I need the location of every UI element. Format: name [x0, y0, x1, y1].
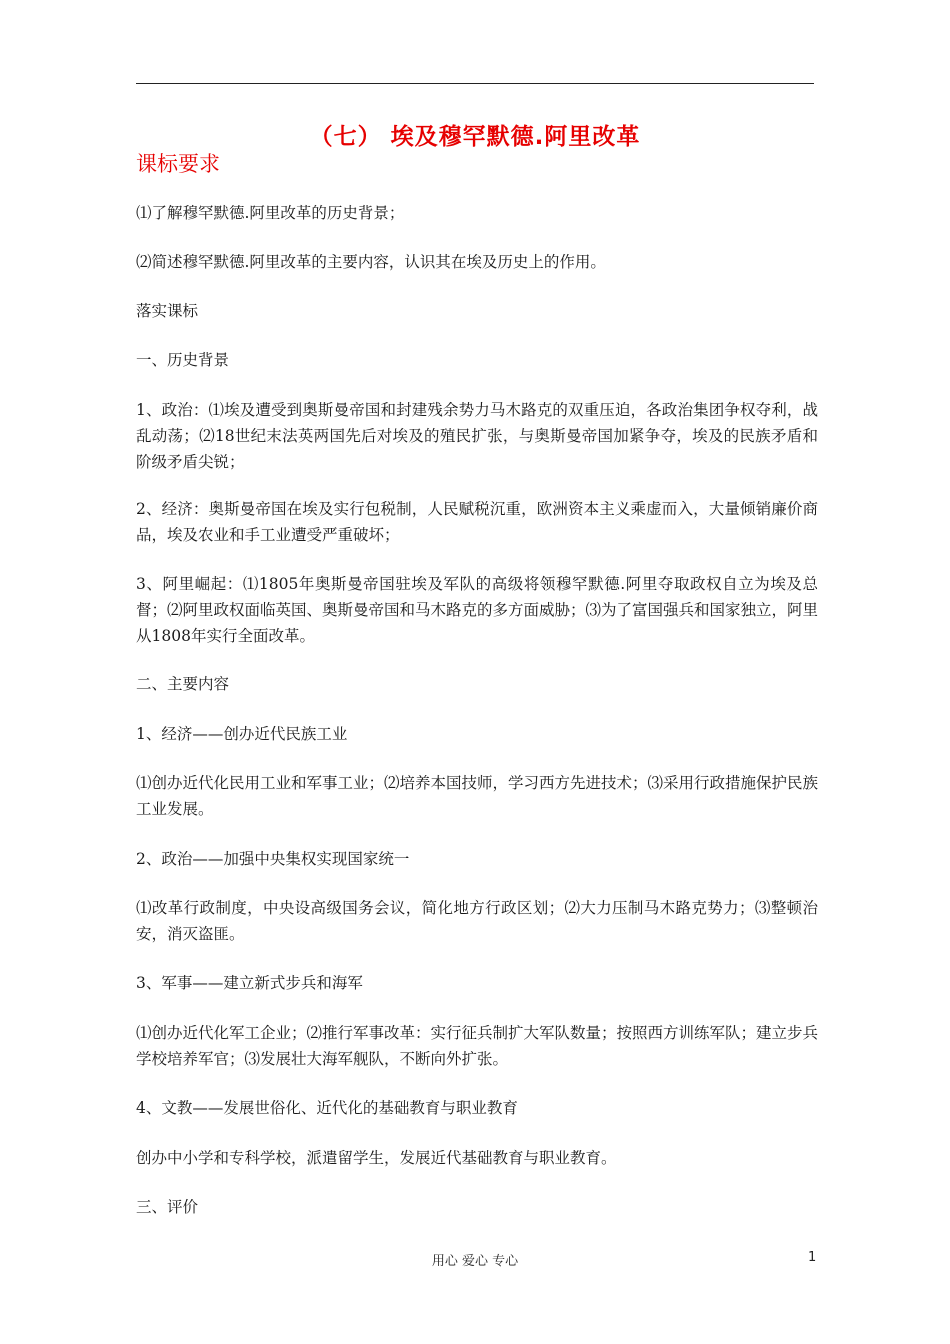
paragraph: 一、历史背景 [136, 351, 230, 369]
header-rule [136, 83, 814, 84]
paragraph: 创办中小学和专科学校，派遣留学生，发展近代基础教育与职业教育。 [136, 1149, 617, 1167]
section-heading: 课标要求 [136, 152, 220, 176]
paragraph: ⑴创办近代化民用工业和军事工业；⑵培养本国技师，学习西方先进技术；⑶采用行政措施保护民族工业发展。 [136, 774, 819, 818]
paragraph: ⑵简述穆罕默德.阿里改革的主要内容，认识其在埃及历史上的作用。 [136, 253, 606, 271]
page-title: （七） 埃及穆罕默德.阿里改革 [309, 124, 641, 150]
page-footer: 用心 爱心 专心 [431, 1254, 519, 1269]
paragraph: 3、军事——建立新式步兵和海军 [136, 974, 363, 992]
paragraph: 2、经济：奥斯曼帝国在埃及实行包税制，人民赋税沉重，欧洲资本主义乘虚而入，大量倾销廉价商品，埃及农业和手工业遭受严重破坏； [136, 500, 818, 544]
paragraph: 2、政治——加强中央集权实现国家统一 [136, 850, 410, 868]
page-number: 1 [808, 1250, 817, 1265]
paragraph: 三、评价 [136, 1198, 199, 1216]
paragraph: 二、主要内容 [136, 675, 230, 693]
paragraph: 4、文教——发展世俗化、近代化的基础教育与职业教育 [136, 1099, 518, 1117]
paragraph: 1、经济——创办近代民族工业 [136, 725, 348, 743]
paragraph: 落实课标 [136, 302, 199, 320]
paragraph: ⑴改革行政制度，中央设高级国务会议，简化地方行政区划；⑵大力压制马木路克势力；⑶整顿治安，消灭盗匪。 [136, 899, 818, 943]
paragraph: ⑴创办近代化军工企业；⑵推行军事改革：实行征兵制扩大军队数量；按照西方训练军队；建立步兵学校培养军官；⑶发展壮大海军舰队，不断向外扩张。 [136, 1024, 819, 1068]
paragraph: 3、阿里崛起：⑴1805年奥斯曼帝国驻埃及军队的高级将领穆罕默德.阿里夺取政权自立为埃及总督；⑵阿里政权面临英国、奥斯曼帝国和马木路克的多方面威胁；⑶为了富国强兵和国家独立，阿里从1808年实行全面改革。 [136, 575, 819, 645]
paragraph: ⑴了解穆罕默德.阿里改革的历史背景； [136, 204, 405, 222]
paragraph: 1、政治：⑴埃及遭受到奥斯曼帝国和封建残余势力马木路克的双重压迫，各政治集团争权夺利，战乱动荡；⑵18世纪末法英两国先后对埃及的殖民扩张，与奥斯曼帝国加紧争夺，埃及的民族矛盾和阶级矛盾尖锐； [136, 401, 818, 471]
